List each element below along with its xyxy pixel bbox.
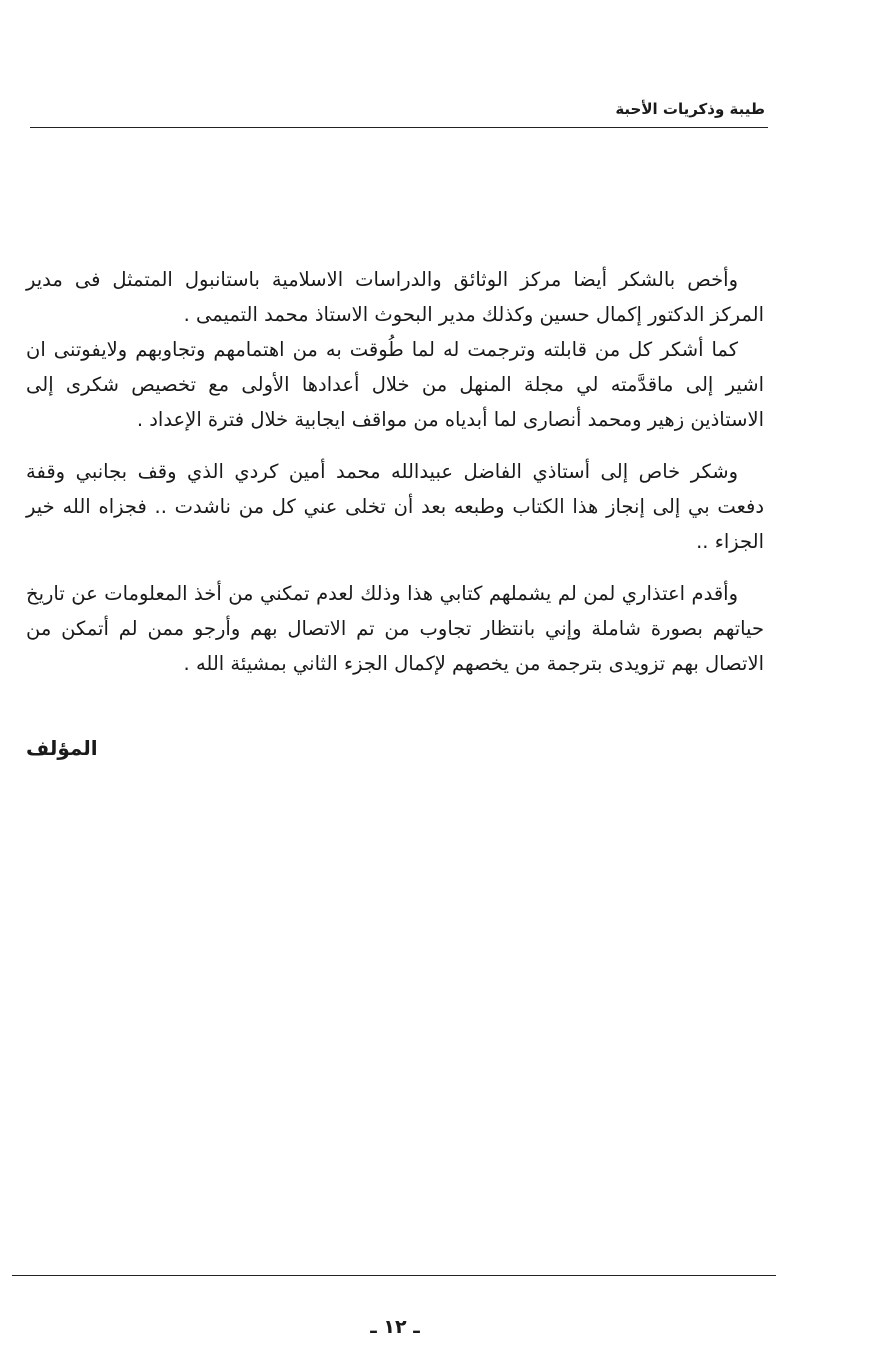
paragraph-thanks-center: وأخص بالشكر أيضا مركز الوثائق والدراسات الاسلامية باستانبول المتمثل فى مدير المركز الدكتور إكمال حسين وكذلك مدير البحوث الاستاذ محمد التميمى .	[26, 268, 764, 326]
main-text	[26, 262, 764, 681]
paragraph-thanks-teacher: وشكر خاص إلى أستاذي الفاضل عبيدالله محمد أمين كردي الذي وقف بجانبي وقفة دفعت بي إلى إنجاز هذا الكتاب وطبعه بعد أن تخلى عني كل من ناشدت .. فجزاه الله خير الجزاء ..	[26, 460, 764, 553]
author-signature: المؤلف	[26, 736, 98, 760]
running-header-title: طيبة وذكريات الأحبة	[615, 100, 765, 118]
page-number: ـ ١٢ ـ	[370, 1316, 420, 1338]
header-divider	[30, 127, 768, 128]
paragraph-thanks-all: كما أشكر كل من قابلته وترجمت له لما طُوقت به من اهتمامهم وتجاوبهم ولايفوتنى ان اشير إلى ماقدَّمته لي مجلة المنهل من خلال أعدادها الأولى مع تخصيص شكرى إلى الاستاذين زهير ومحمد أنصارى لما أبدياه من مواقف ايجابية خلال فترة الإعداد .	[26, 338, 764, 431]
footer-divider	[12, 1275, 776, 1276]
paragraph-apology: وأقدم اعتذاري لمن لم يشملهم كتابي هذا وذلك لعدم تمكني من أخذ المعلومات عن تاريخ حياتهم بصورة شاملة وإني بانتظار تجاوب من تم الاتصال بهم وأرجو ممن لم أتمكن من الاتصال بهم تزويدى بترجمة من يخصهم لإكمال الجزء الثاني بمشيئة الله .	[26, 582, 764, 675]
